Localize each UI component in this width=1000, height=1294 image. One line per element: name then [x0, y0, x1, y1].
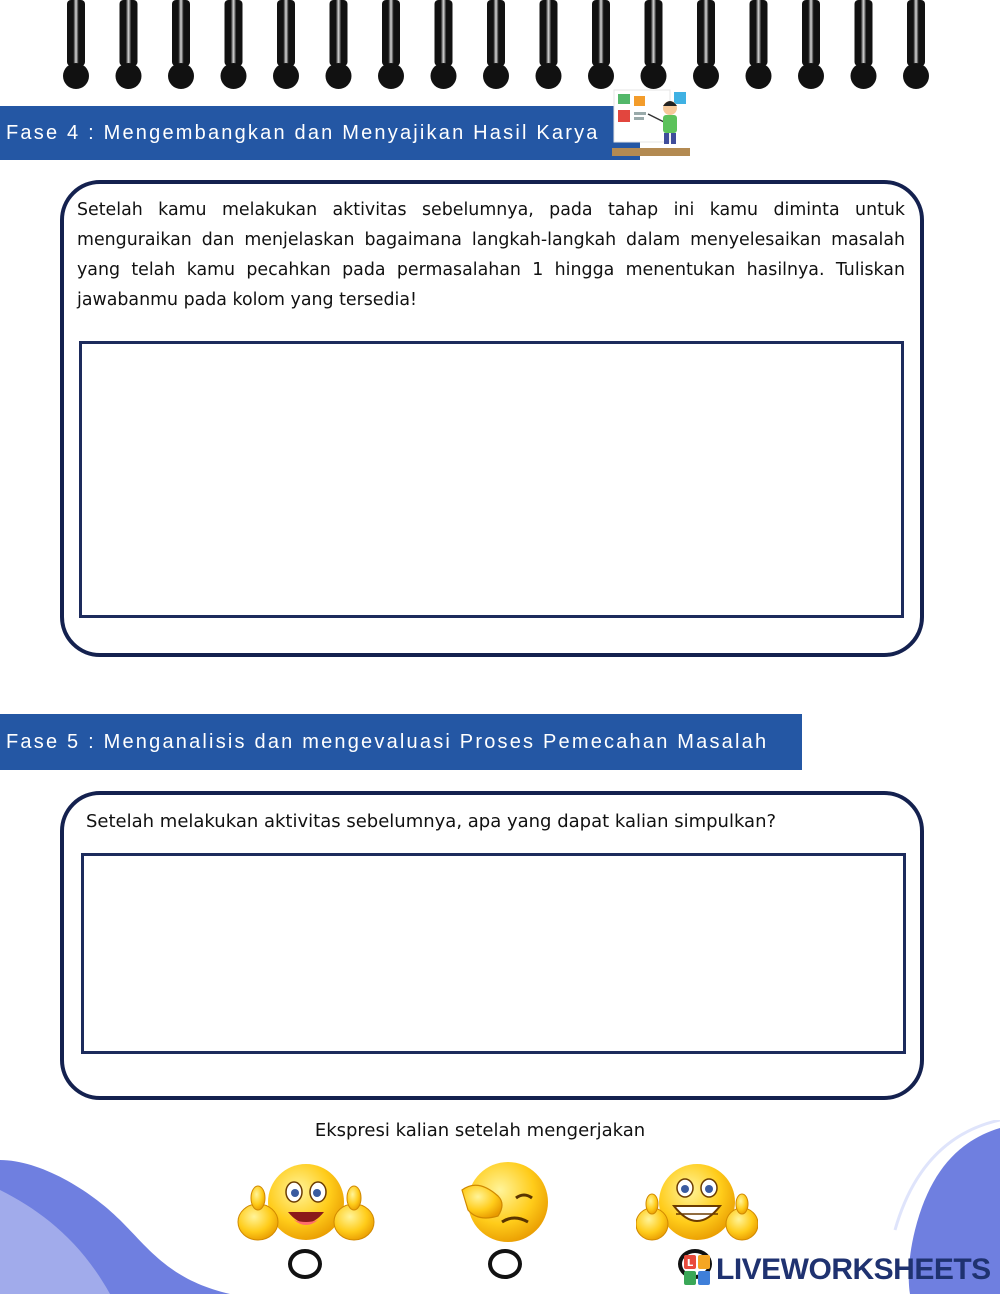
spiral-ring — [273, 0, 299, 89]
spiral-ring — [693, 0, 719, 89]
phase-5-question: Setelah melakukan aktivitas sebelumnya, apa yang dapat kalian simpulkan? — [86, 811, 777, 832]
spiral-ring — [851, 0, 877, 89]
spiral-ring — [536, 0, 562, 89]
liveworksheets-mark-icon — [676, 1253, 714, 1287]
facepalm-smiley-icon — [458, 1160, 552, 1244]
spiral-ring — [431, 0, 457, 89]
spiral-ring — [63, 0, 89, 89]
spiral-ring — [483, 0, 509, 89]
spiral-ring — [588, 0, 614, 89]
spiral-ring — [168, 0, 194, 89]
expression-option-1-radio[interactable] — [288, 1249, 322, 1279]
svg-text:L: L — [686, 1258, 694, 1269]
grinning-thumbs-up-smiley-icon — [636, 1160, 758, 1252]
phase-5-title: Fase 5 : Menganalisis dan mengevaluasi Proses Pemecahan Masalah — [6, 730, 769, 753]
teacher-presentation-icon — [612, 86, 692, 162]
liveworksheets-brand: LIVEWORKSHEETS — [716, 1253, 991, 1286]
thumbs-up-smiley-icon — [236, 1160, 376, 1252]
phase-5-banner — [0, 714, 802, 770]
phase-4-title: Fase 4 : Mengembangkan dan Menyajikan Hasil Karya — [6, 121, 600, 144]
spiral-ring — [221, 0, 247, 89]
spiral-ring — [116, 0, 142, 89]
spiral-ring — [903, 0, 929, 89]
spiral-ring — [641, 0, 667, 89]
spiral-ring — [378, 0, 404, 89]
spiral-ring — [746, 0, 772, 89]
expression-option-2-radio[interactable] — [488, 1249, 522, 1279]
expression-label: Ekspresi kalian setelah mengerjakan — [314, 1120, 646, 1141]
spiral-ring — [326, 0, 352, 89]
liveworksheets-logo — [676, 1250, 991, 1290]
phase-4-banner — [0, 106, 640, 160]
spiral-binding — [0, 0, 1000, 96]
phase-4-instruction: Setelah kamu melakukan aktivitas sebelumnya, pada tahap ini kamu diminta untuk menguraikan dan menjelaskan bagaimana langkah-langkah dalam menyelesaikan masalah yang telah kamu pecahkan pada permasalahan 1 hingga menentukan hasilnya. Tuliskan jawabanmu pada kolom yang tersedia! — [77, 200, 905, 310]
phase-4-answer-input[interactable] — [79, 341, 904, 618]
spiral-ring — [798, 0, 824, 89]
phase-5-answer-input[interactable] — [81, 853, 906, 1054]
